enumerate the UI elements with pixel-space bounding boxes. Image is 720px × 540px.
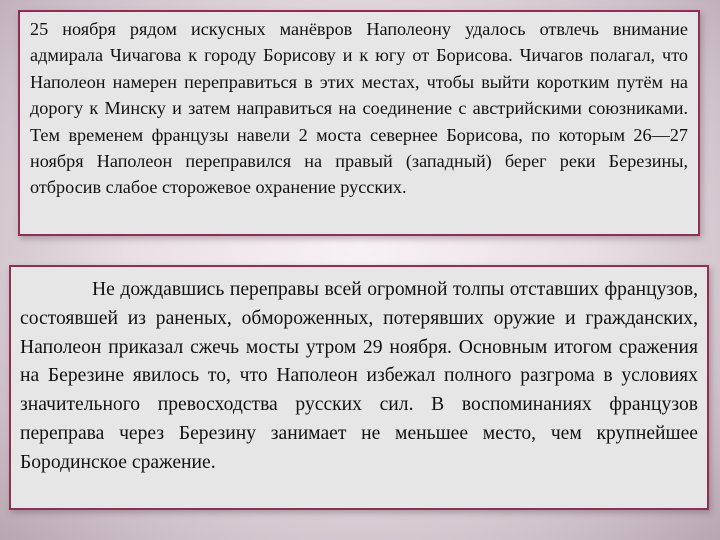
text-box-bottom [9,265,709,510]
paragraph-1: 25 ноября рядом искусных манёвров Наполеону удалось отвлечь внимание адмирала Чичагова к городу Борисову и к югу от Борисова. Чичагов полагал, что Наполеон намерен переправиться в этих местах, чтобы выйти коротким путём на дорогу к Минску и затем направиться на соединение с австрийскими союзниками. Тем временем французы навели 2 моста севернее Борисова, по которым 26—27 ноября Наполеон переправился на правый (западный) берег реки Березины, отбросив слабое сторожевое охранение русских. [30,19,688,198]
text-box-top [18,10,700,236]
paragraph-2: Не дождавшись переправы всей огромной толпы отставших французов, состоявшей из раненых, обмороженных, потерявших оружие и гражданских, Наполеон приказал сжечь мосты утром 29 ноября. Основным итогом сражения на Березине явилось то, что Наполеон избежал полного разгрома в условиях значительного превосходства русских сил. В воспоминаниях французов переправа через Березину занимает не меньшее место, чем крупнейшее Бородинское сражение. [20,279,698,473]
